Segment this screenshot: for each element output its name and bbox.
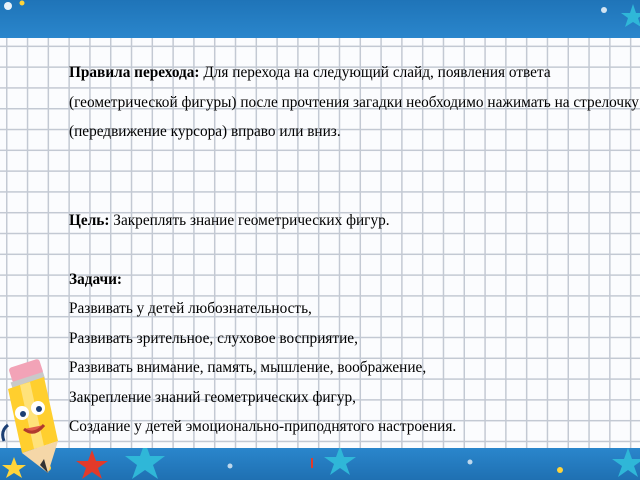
pencil-character-icon	[0, 345, 62, 480]
dot-icon	[468, 460, 473, 465]
rules-text-line-1: Для перехода на следующий слайд, появления ответа	[203, 64, 551, 81]
task-item: Развивать у детей любознательность,	[69, 300, 312, 317]
rules-paragraph-line-1	[69, 58, 640, 88]
star-icon	[324, 448, 356, 475]
spacer	[69, 147, 640, 177]
bottom-band-decoration	[0, 448, 640, 480]
star-icon	[76, 450, 108, 479]
task-item: Развивать зрительное, слуховое восприятие,	[69, 329, 358, 347]
star-icon	[612, 448, 640, 477]
bottom-band	[0, 448, 640, 480]
dot-icon	[557, 467, 563, 473]
task-item: Развивать внимание, память, мышление, воображение,	[69, 359, 427, 376]
goal-heading: Цель:	[69, 211, 110, 229]
task-item: Создание у детей эмоционально-приподнятого настроения.	[69, 418, 457, 435]
top-band	[0, 0, 640, 38]
goal-line	[69, 206, 640, 236]
dot-icon	[601, 7, 607, 13]
spacer	[69, 176, 640, 206]
dot-icon	[20, 1, 25, 6]
dot-icon	[228, 464, 233, 469]
star-icon	[125, 448, 165, 479]
rules-heading: Правила перехода:	[69, 64, 200, 81]
tasks-heading: Задачи:	[69, 270, 123, 288]
rules-text-line-3: (передвижение курсора) вправо или вниз.	[69, 123, 341, 140]
task-item: Закрепление знаний геометрических фигур,	[69, 388, 356, 406]
text-block	[69, 58, 640, 442]
dot-icon	[4, 2, 12, 10]
rules-text-line-2: (геометрической фигуры) после прочтения загадки необходимо нажимать на стрелочку	[69, 93, 639, 111]
top-band-decoration	[0, 0, 640, 38]
goal-text: Закреплять знание геометрических фигур.	[113, 211, 390, 229]
marker-mark	[311, 458, 313, 468]
spacer	[69, 235, 640, 265]
star-icon	[621, 4, 640, 27]
